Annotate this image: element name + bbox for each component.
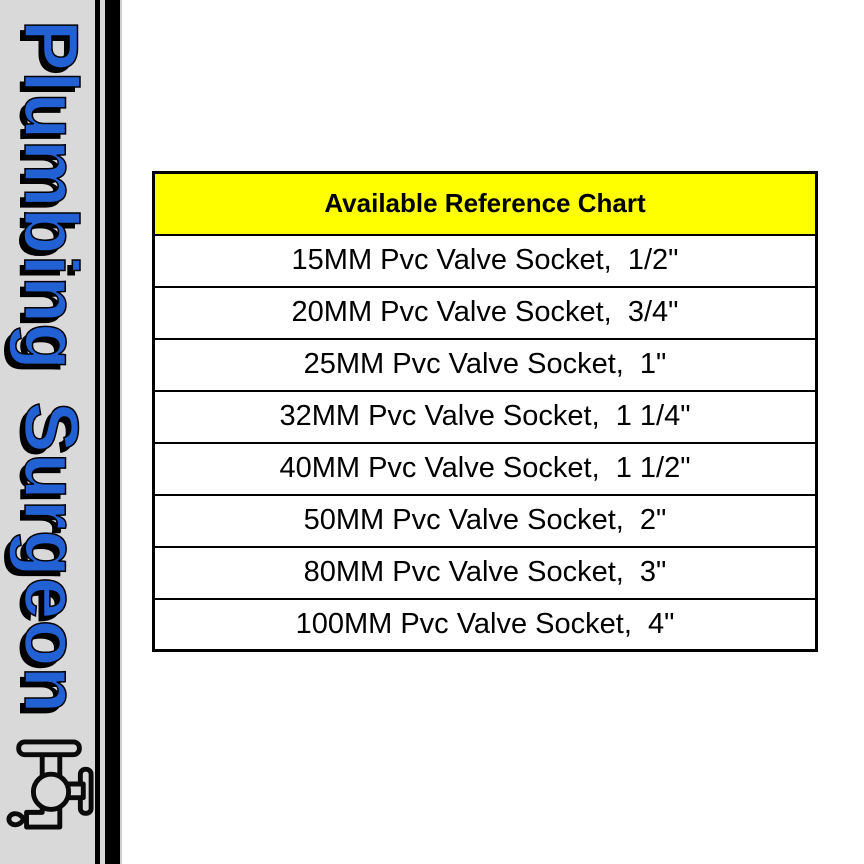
table-row — [154, 391, 817, 443]
table-row — [154, 235, 817, 287]
table-row — [154, 495, 817, 547]
valve-tap-icon — [6, 738, 96, 830]
size-cell: 50MM Pvc Valve Socket, 2" — [154, 495, 817, 547]
sidebar-divider-thick — [105, 0, 120, 864]
size-cell: 100MM Pvc Valve Socket, 4" — [154, 599, 817, 651]
size-cell: 25MM Pvc Valve Socket, 1" — [154, 339, 817, 391]
water-drop — [9, 814, 24, 825]
table-row — [154, 547, 817, 599]
table-row — [154, 287, 817, 339]
size-cell: 32MM Pvc Valve Socket, 1 1/4" — [154, 391, 817, 443]
table-header-row — [154, 173, 817, 235]
size-cell: 80MM Pvc Valve Socket, 3" — [154, 547, 817, 599]
valve-body — [33, 774, 68, 809]
table-title: Available Reference Chart — [154, 173, 817, 235]
size-cell: 15MM Pvc Valve Socket, 1/2" — [154, 235, 817, 287]
sidebar-divider-edge — [120, 0, 122, 864]
table-body — [154, 235, 817, 651]
valve-handle-bar — [19, 742, 80, 755]
table-row — [154, 339, 817, 391]
brand-name-vertical: Plumbing Surgeon — [8, 20, 93, 714]
table-row — [154, 443, 817, 495]
size-cell: 40MM Pvc Valve Socket, 1 1/2" — [154, 443, 817, 495]
table-row — [154, 599, 817, 651]
reference-chart-table — [152, 171, 818, 652]
size-cell: 20MM Pvc Valve Socket, 3/4" — [154, 287, 817, 339]
